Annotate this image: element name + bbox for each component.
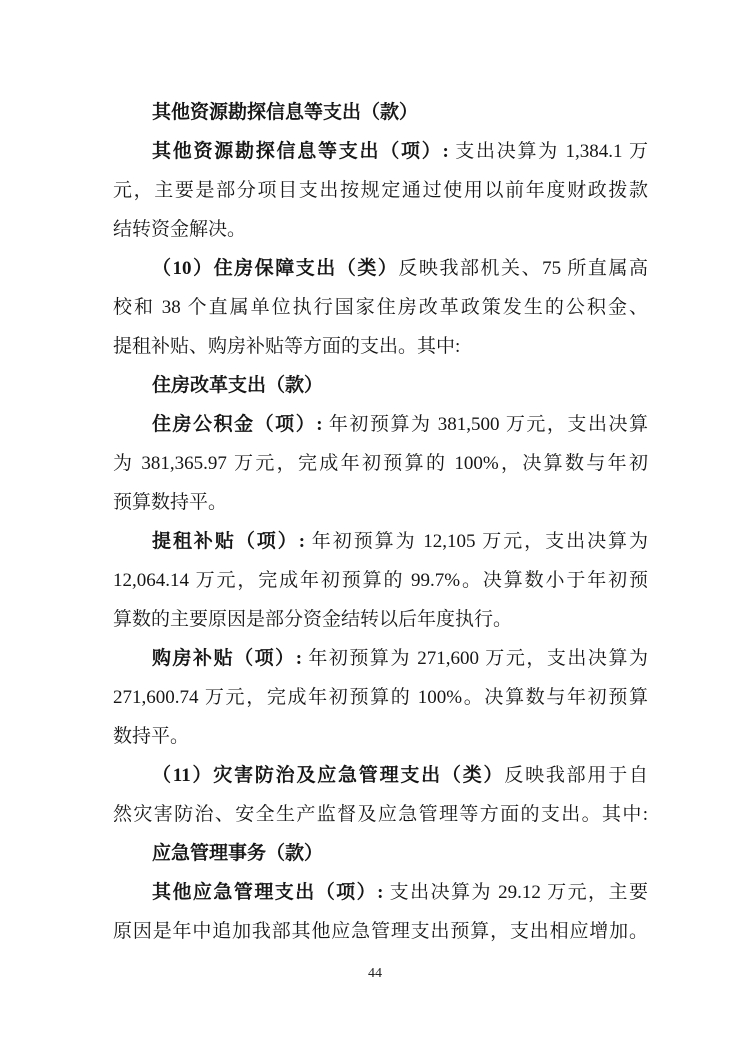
body-text: 反映我部机关、75 所直属高 — [398, 258, 648, 279]
text-line — [113, 327, 648, 366]
page-number: 44 — [368, 966, 382, 981]
body-text: 年初预算为 12,105 万元，支出决算为 — [311, 531, 648, 552]
heading-line — [113, 834, 648, 873]
text-line — [113, 444, 648, 483]
text-line — [113, 249, 648, 288]
heading-line — [113, 366, 648, 405]
heading-text: 住房改革支出（款） — [152, 375, 324, 396]
heading-text: 其他应急管理支出（项）: — [152, 882, 390, 903]
body-text: 结转资金解决。 — [113, 219, 247, 240]
heading-text: 购房补贴（项）: — [152, 648, 309, 669]
text-line — [113, 288, 648, 327]
heading-text: （10）住房保障支出（类） — [152, 258, 399, 279]
body-text: 年初预算为 381,500 万元，支出决算 — [328, 414, 648, 435]
body-text: 然灾害防治、安全生产监督及应急管理等方面的支出。其中: — [113, 804, 648, 825]
body-text: 年初预算为 271,600 万元，支出决算为 — [308, 648, 648, 669]
body-text: 算数的主要原因是部分资金结转以后年度执行。 — [113, 609, 513, 630]
heading-text: 住房公积金（项）: — [152, 414, 329, 435]
text-line — [113, 756, 648, 795]
text-line — [113, 561, 648, 600]
body-text: 提租补贴、购房补贴等方面的支出。其中: — [113, 336, 461, 357]
body-text: 271,600.74 万元，完成年初预算的 100%。决算数与年初预算 — [113, 687, 648, 708]
document-page-body — [113, 93, 648, 951]
heading-line — [113, 93, 648, 132]
body-text: 支出决算为 1,384.1 万 — [455, 141, 648, 162]
heading-text: 其他资源勘探信息等支出（项）: — [152, 141, 456, 162]
heading-text: 提租补贴（项）: — [152, 531, 312, 552]
text-line — [113, 600, 648, 639]
body-text: 支出决算为 29.12 万元，主要 — [389, 882, 648, 903]
text-line — [113, 678, 648, 717]
heading-text: 应急管理事务（款） — [152, 843, 324, 864]
body-text: 校和 38 个直属单位执行国家住房改革政策发生的公积金、 — [113, 297, 648, 318]
body-text: 12,064.14 万元，完成年初预算的 99.7%。决算数小于年初预 — [113, 570, 648, 591]
text-line — [113, 873, 648, 912]
text-line — [113, 912, 648, 951]
text-line — [113, 483, 648, 522]
heading-text: 其他资源勘探信息等支出（款） — [152, 102, 419, 123]
text-line — [113, 639, 648, 678]
body-text: 原因是年中追加我部其他应急管理支出预算，支出相应增加。 — [113, 921, 648, 942]
heading-text: （11）灾害防治及应急管理支出（类） — [152, 765, 505, 786]
text-line — [113, 795, 648, 834]
text-line — [113, 171, 648, 210]
text-line — [113, 717, 648, 756]
body-text: 为 381,365.97 万元，完成年初预算的 100%，决算数与年初 — [113, 453, 648, 474]
body-text: 数持平。 — [113, 726, 190, 747]
text-line — [113, 522, 648, 561]
body-text: 元，主要是部分项目支出按规定通过使用以前年度财政拨款 — [113, 180, 648, 201]
text-line — [113, 210, 648, 249]
text-line — [113, 132, 648, 171]
body-text: 反映我部用于自 — [504, 765, 648, 786]
text-line — [113, 405, 648, 444]
body-text: 预算数持平。 — [113, 492, 228, 513]
